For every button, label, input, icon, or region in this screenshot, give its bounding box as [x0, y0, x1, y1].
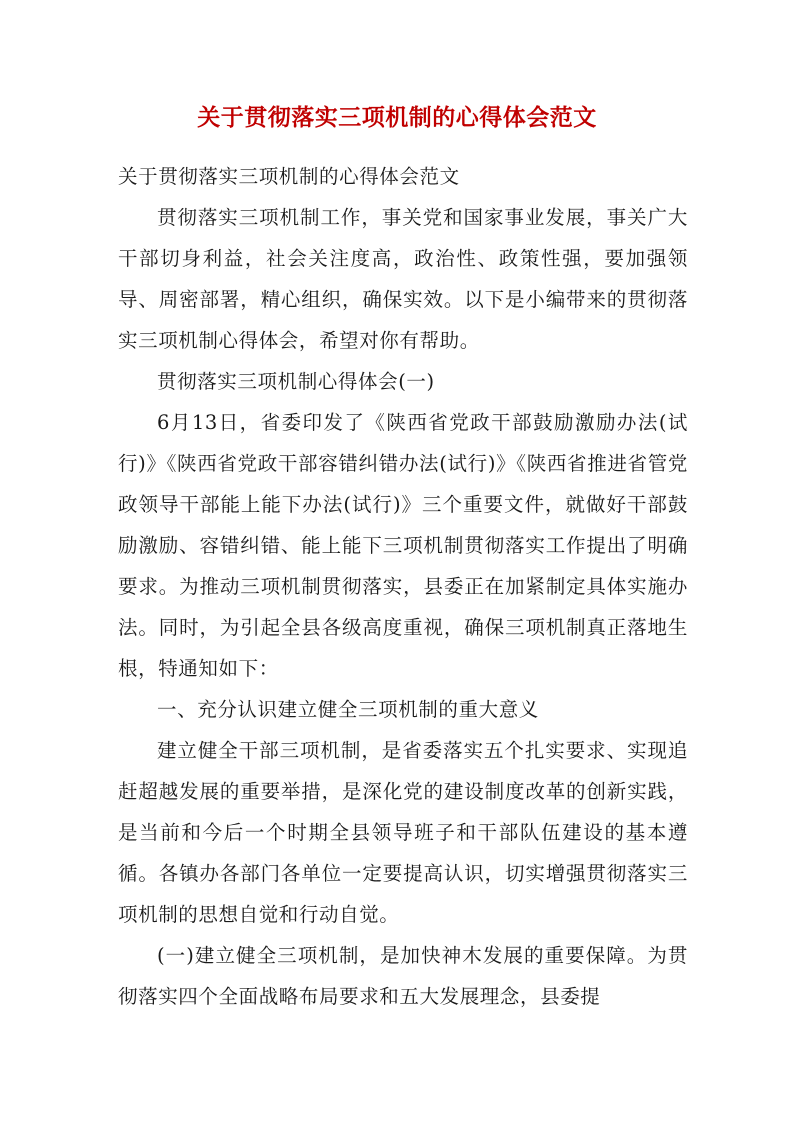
document-body [118, 156, 688, 1017]
paragraph-section-title: 贯彻落实三项机制心得体会(一) [157, 370, 435, 393]
paragraph-notice: 6月13日，省委印发了《陕西省党政干部鼓励激励办法(试行)》《陕西省党政干部容错纠错办法(试行)》《陕西省推进省管党政领导干部能上能下办法(试行)》三个重要文件，就做好干部鼓励激励、容错纠错、能上能下三项机制贯彻落实工作提出了明确要求。为推动三项机制贯彻落实，县委正在加紧制定具体实施办法。同时，为引起全县各级高度重视，确保三项机制真正落地生根，特通知如下： [118, 411, 688, 680]
paragraph-intro: 贯彻落实三项机制工作，事关党和国家事业发展，事关广大干部切身利益，社会关注度高，政治性、政策性强，要加强领导、周密部署，精心组织，确保实效。以下是小编带来的贯彻落实三项机制心得体会，希望对你有帮助。 [118, 206, 688, 352]
paragraph-subheading: 一、充分认识建立健全三项机制的重大意义 [157, 698, 539, 721]
paragraph-point-one: (一)建立健全三项机制，是加快神木发展的重要保障。为贯彻落实四个全面战略布局要求和五大发展理念，县委提 [118, 944, 688, 1008]
paragraph-heading: 关于贯彻落实三项机制的心得体会范文 [118, 165, 460, 188]
paragraph-significance: 建立健全干部三项机制，是省委落实五个扎实要求、实现追赶超越发展的重要举措，是深化党的建设制度改革的创新实践，是当前和今后一个时期全县领导班子和干部队伍建设的基本遵循。各镇办各部门各单位一定要提高认识，切实增强贯彻落实三项机制的思想自觉和行动自觉。 [118, 739, 688, 926]
document-title: 关于贯彻落实三项机制的心得体会范文 [197, 105, 597, 131]
